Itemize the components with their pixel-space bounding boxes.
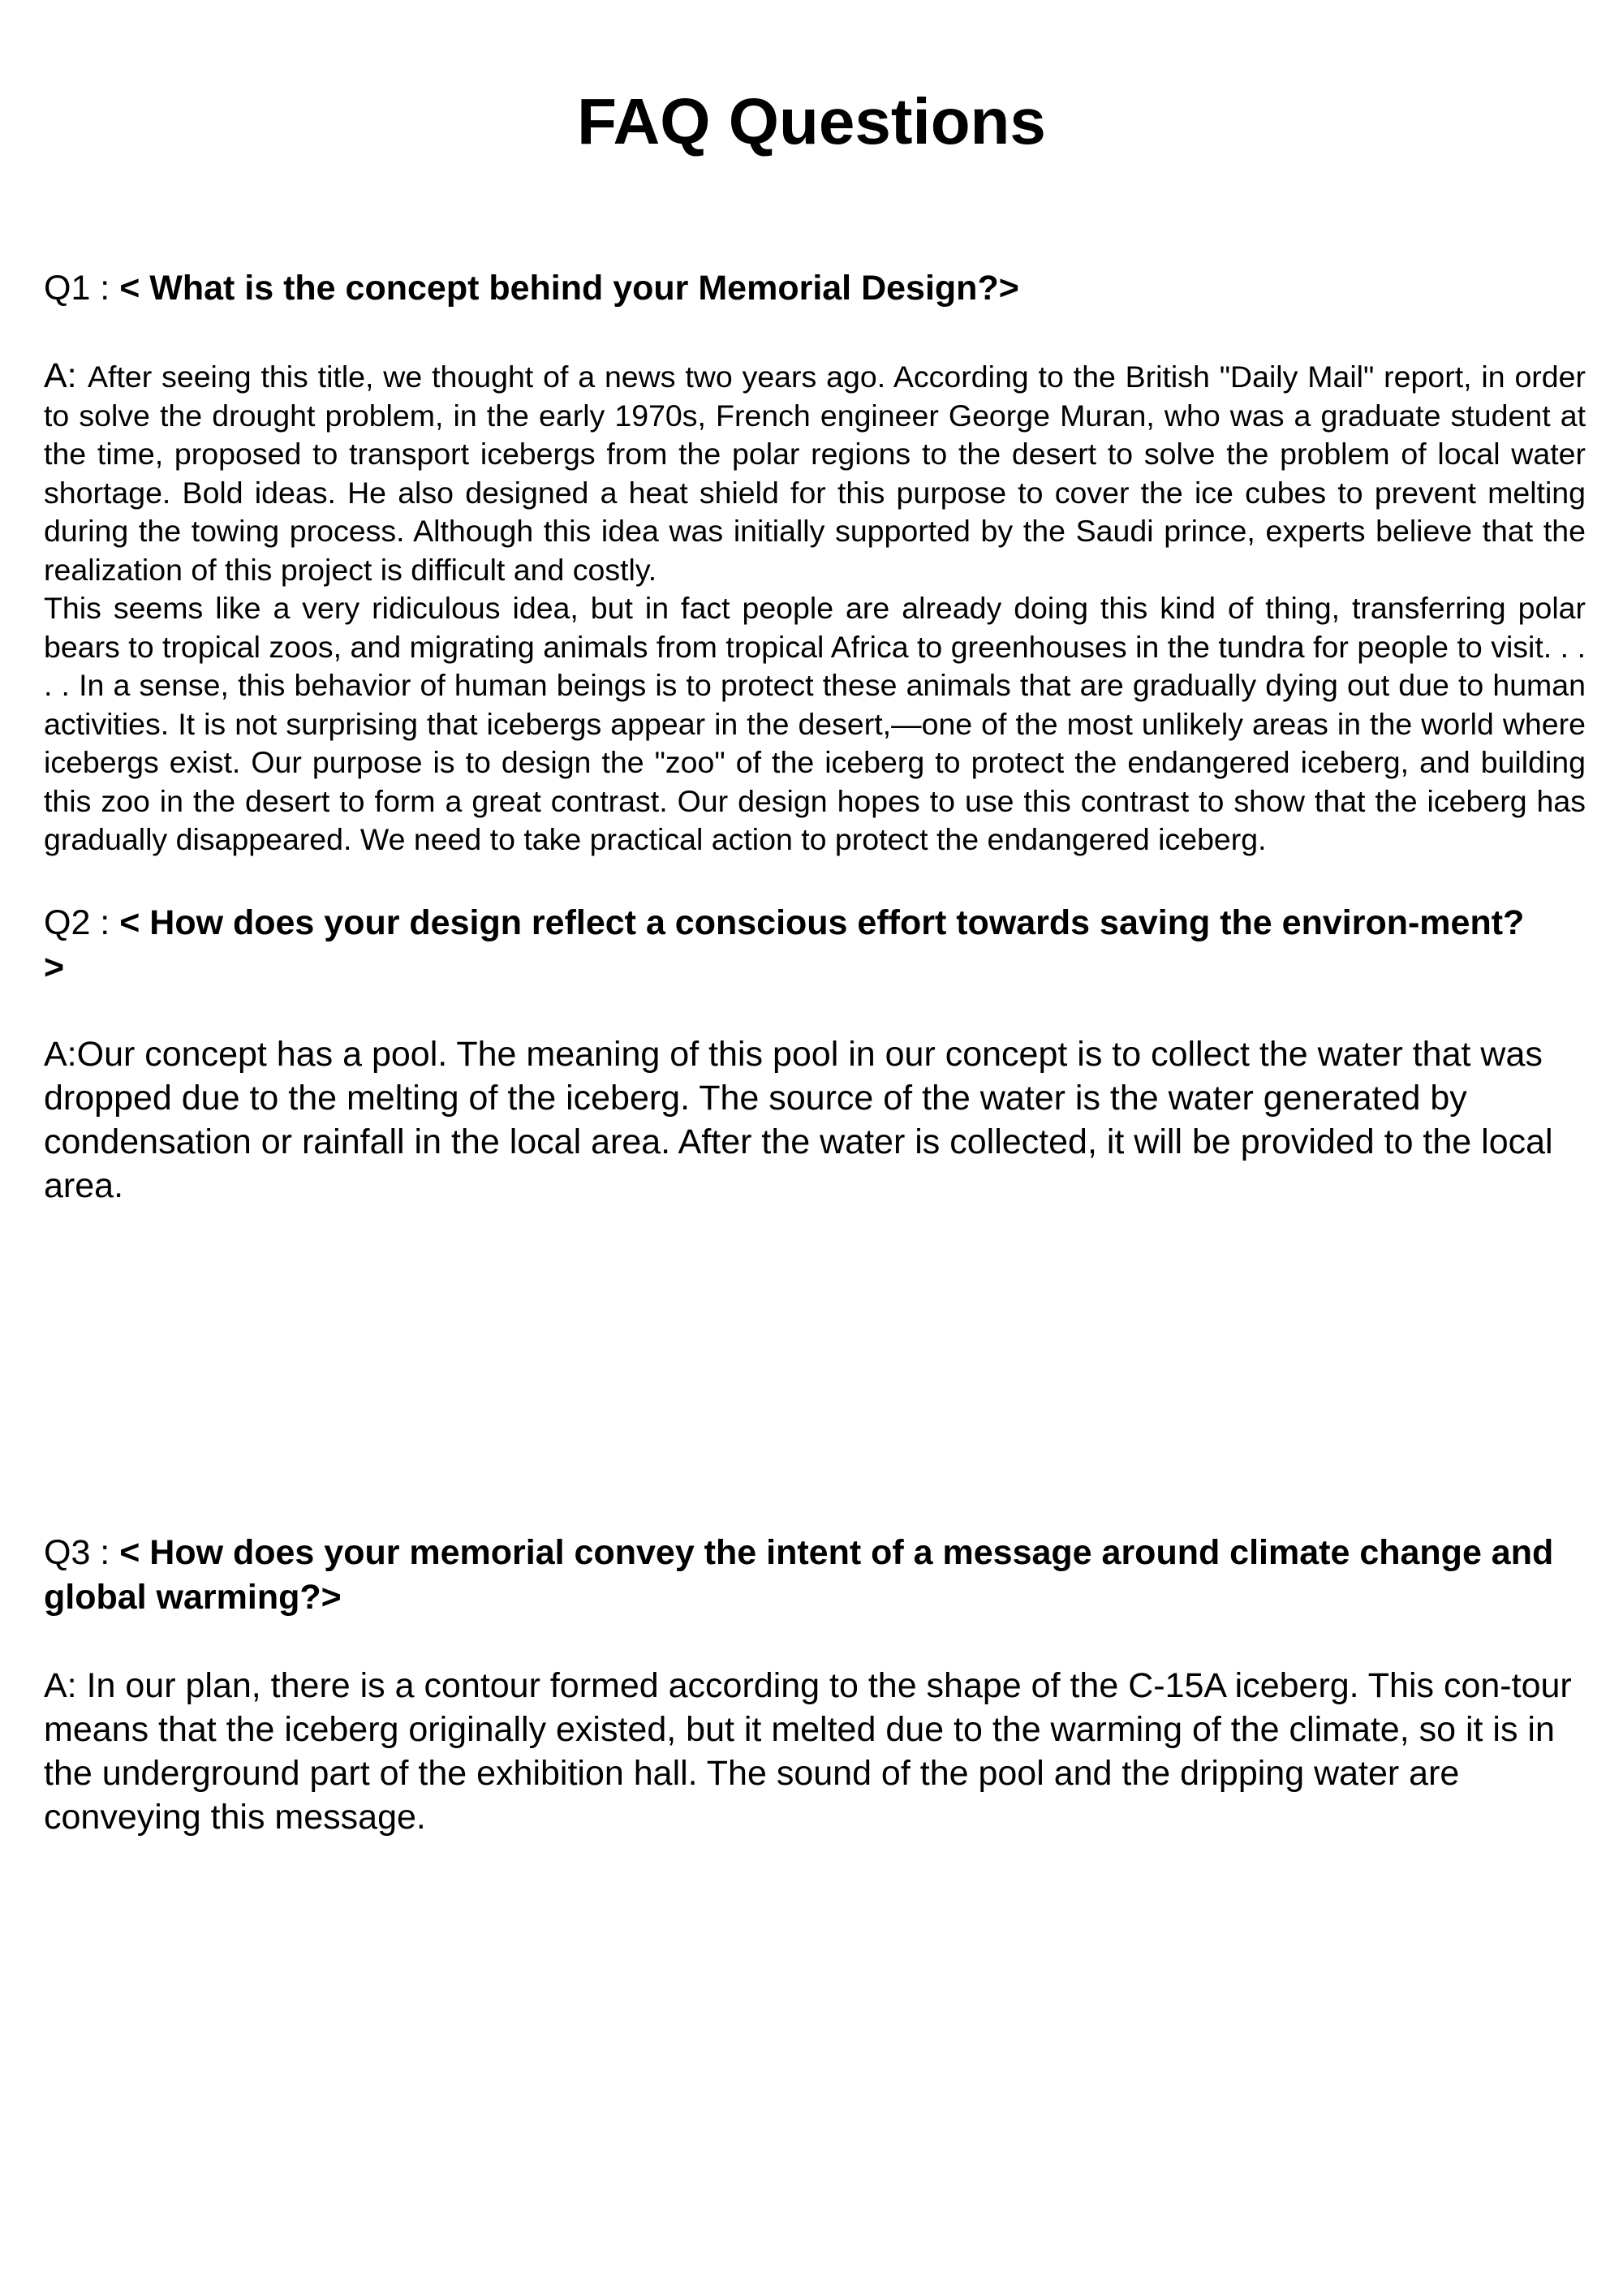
- answer-1-paragraph-1-text: After seeing this title, we thought of a news two years ago. According to the British "Daily Mail" report, in order to solve the drought problem, in the early 1970s, French engineer George Muran, who was a graduate student at the time, proposed to transport icebergs from the polar regions to the desert to solve the problem of local water shortage. Bold ideas. He also designed a heat shield for this purpose to cover the ice cubes to prevent melting during the towing process. Although this idea was initially supported by the Saudi prince, experts believe that the realization of this project is difficult and costly.: [44, 360, 1586, 587]
- faq-question-3: [44, 1531, 1586, 1620]
- faq-question-1: [44, 266, 1586, 311]
- question-2: [44, 901, 1529, 990]
- question-3-prefix: Q3 :: [44, 1533, 120, 1572]
- answer-1-prefix: A:: [44, 356, 88, 395]
- page-title: FAQ Questions: [577, 85, 1046, 157]
- question-1-text: < What is the concept behind your Memorial Design?>: [119, 269, 1019, 308]
- question-2-text: < How does your design reflect a conscious effort towards saving the environ-ment?>: [44, 903, 1525, 987]
- question-1-prefix: Q1 :: [44, 269, 120, 308]
- answer-1: [44, 357, 1586, 859]
- answer-3: A: In our plan, there is a contour formed according to the shape of the C-15A iceberg. This con-tour means that the iceberg originally existed, but it melted due to the warming of the climate, so it is in the underground part of the exhibition hall. The sound of the pool and the dripping water are conveying this message.: [44, 1666, 1572, 1837]
- answer-1-paragraph-1: [44, 357, 1586, 589]
- question-3-text: < How does your memorial convey the intent of a message around climate change and global warming?>: [44, 1533, 1554, 1617]
- answer-2: A:Our concept has a pool. The meaning of this pool in our concept is to collect the water that was dropped due to the melting of the iceberg. The source of the water is the water generated by condensation or rainfall in the local area. After the water is collected, it will be provided to the local area.: [44, 1035, 1553, 1205]
- question-3: [44, 1531, 1569, 1620]
- question-2-prefix: Q2 :: [44, 903, 120, 942]
- faq-question-2: [44, 901, 1586, 990]
- question-1: [44, 266, 1586, 311]
- answer-1-paragraph-2: This seems like a very ridiculous idea, but in fact people are already doing this kind of thing, transferring polar bears to tropical zoos, and migrating animals from tropical Africa to greenhouses in the tundra for people to visit. . . . . In a sense, this behavior of human beings is to protect these animals that are gradually dying out due to human activities. It is not surprising that icebergs appear in the desert,—one of the most unlikely areas in the world where icebergs exist. Our purpose is to design the "zoo" of the iceberg to protect the endangered iceberg, and building this zoo in the desert to form a great contrast. Our design hopes to use this contrast to show that the iceberg has gradually disappeared. We need to take practical action to protect the endangered iceberg.: [44, 591, 1586, 856]
